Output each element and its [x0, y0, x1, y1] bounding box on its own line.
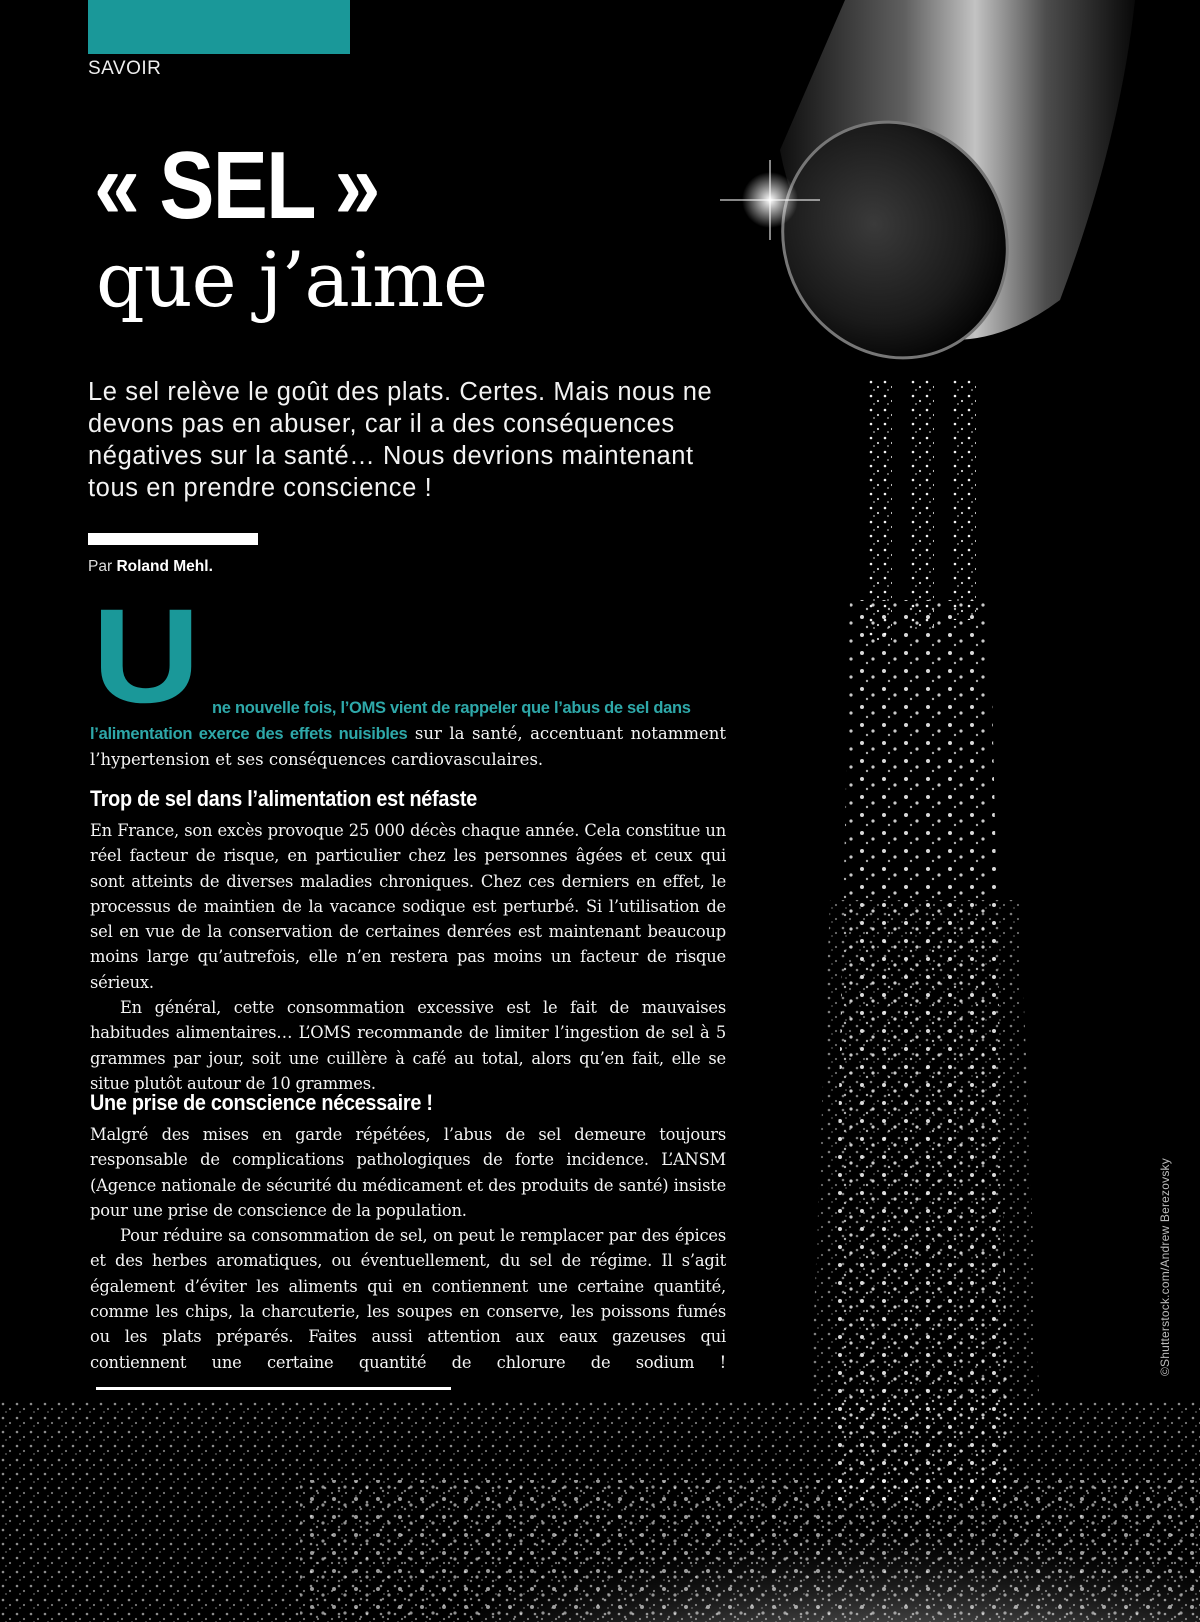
byline	[88, 558, 213, 576]
end-of-article-line	[96, 1387, 451, 1390]
byline-prefix: Par	[88, 558, 117, 575]
lead-rest: sur la santé, accentuant notamment l’hypertension et ses conséquences cardiovasculaires.	[90, 724, 727, 769]
byline-author: Roland Mehl.	[116, 558, 213, 575]
lead-paragraph	[90, 721, 726, 772]
drop-cap: U	[92, 582, 201, 731]
section-1-body	[90, 818, 726, 1096]
section-heading-2: Une prise de conscience nécessaire !	[90, 1090, 433, 1115]
paragraph: Malgré des mises en garde répétées, l’abus de sel demeure toujours responsable de complications pathologiques de forte incidence. L’ANSM (Agence nationale de sécurité du médicament et des produits de santé) insiste pour une prise de conscience de la population.	[90, 1125, 726, 1220]
section-heading-1: Trop de sel dans l’alimentation est néfaste	[90, 786, 477, 811]
rubric-color-bar	[88, 0, 350, 54]
photo-credit: ©Shutterstock.com/Andrew Berezovsky	[1158, 1158, 1172, 1376]
section-rubric: SAVOIR	[88, 58, 162, 79]
paragraph: En général, cette consommation excessive est le fait de mauvaises habitudes alimentaires… L’OMS recommande de limiter l’ingestion de sel à 5 grammes par jour, soit une cuillère à café au total, alors qu’en fait, elle se situe plutôt autour de 10 grammes.	[90, 998, 726, 1093]
lead-highlight-line: ne nouvelle fois, l’OMS vient de rappeler que l’abus de sel dans	[212, 699, 691, 717]
byline-divider	[88, 533, 258, 545]
article-subtitle: que j’aime	[96, 235, 488, 324]
article-title: « SEL »	[94, 132, 379, 239]
paragraph: En France, son excès provoque 25 000 décès chaque année. Cela constitue un réel facteur de risque, en particulier chez les personnes âgées et ceux qui sont atteints de diverses maladies chroniques. Chez ces derniers en effet, le processus de maintien de la vacance sodique est perturbé. Si l’utilisation de sel en vue de la conservation de certaines denrées est maintenant beaucoup moins large qu’autrefois, elle n’en restera pas moins un facteur de risque sérieux.	[90, 821, 726, 992]
lead-highlight: l’alimentation exerce des effets nuisibles	[90, 725, 408, 743]
section-2-body	[90, 1122, 726, 1400]
article-standfirst: Le sel relève le goût des plats. Certes. Mais nous ne devons pas en abuser, car il a des conséquences négatives sur la santé… Nous devrions maintenant tous en prendre conscience !	[88, 378, 713, 502]
paragraph-text: Pour réduire sa consommation de sel, on peut le remplacer par des épices et des herbes aromatiques, ou éventuellement, du sel de régime. Il s’agit également d’éviter les aliments qui en contiennent une certaine quantité, comme les chips, la charcuterie, les soupes en conserve, les poissons fumés ou les plats préparés. Faites aussi attention aux eaux gazeuses qui contiennent une certaine quantité de chlorure de sodium !	[90, 1226, 726, 1372]
paragraph-last	[90, 1223, 726, 1400]
